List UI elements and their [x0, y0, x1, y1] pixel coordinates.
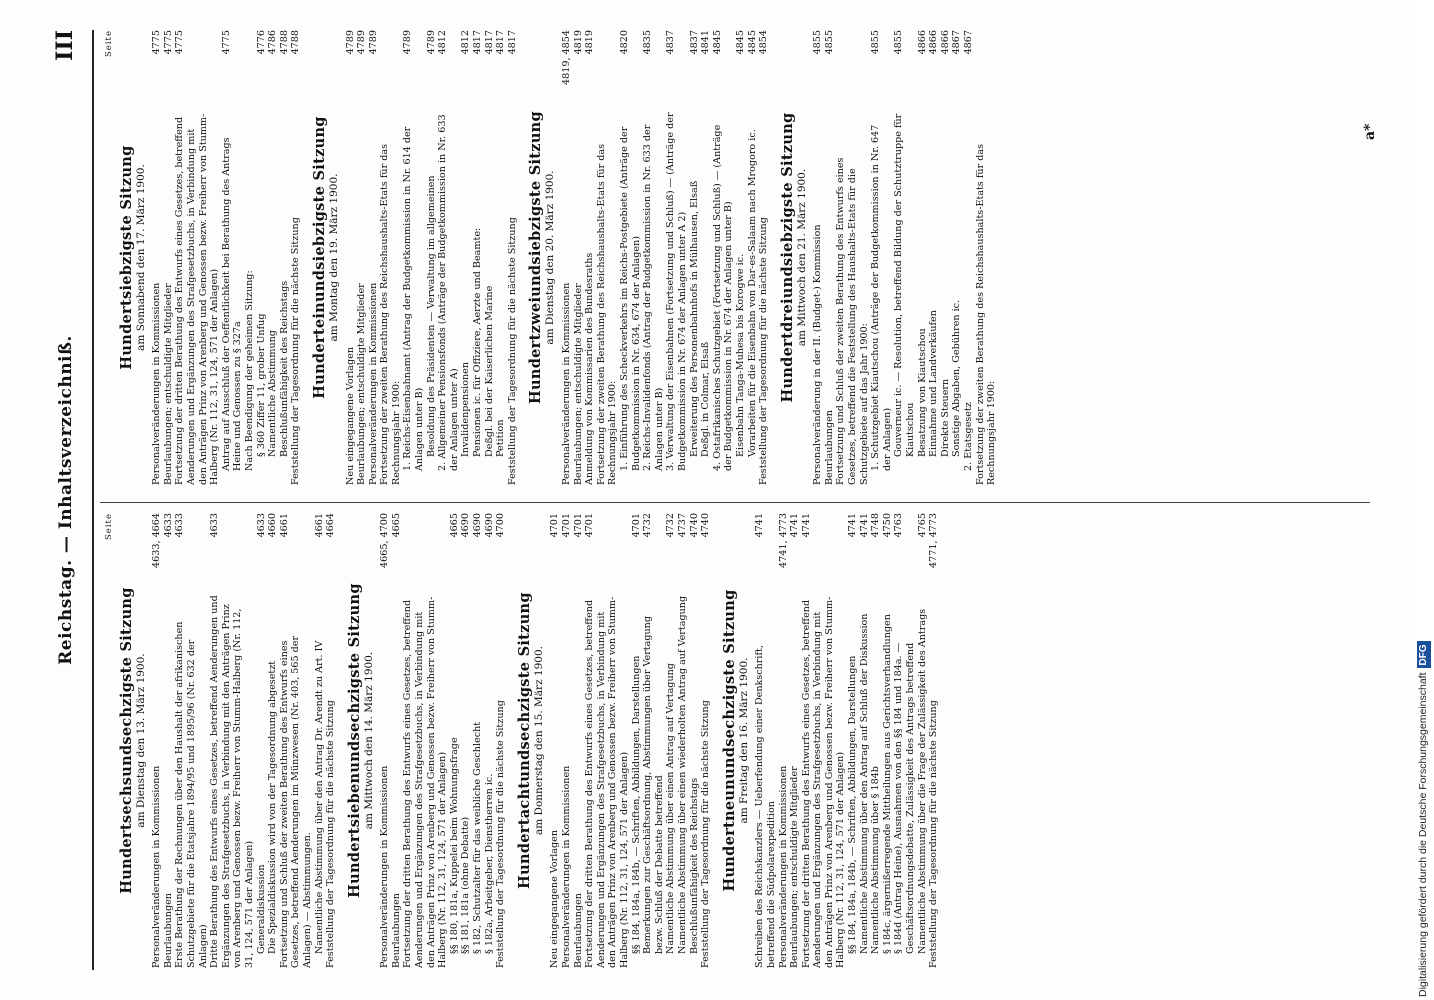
toc-entry — [789, 513, 801, 968]
entry-page: 4741 — [754, 513, 766, 538]
toc-entry — [221, 30, 244, 485]
right-column — [104, 30, 1007, 485]
entry-text: Fortsetzung der dritten Berathung des Entwurfs eines Gesetzes, betreffend Aenderungen und Ergänzungen des Strafgesetzbuchs, in Verbindung mit den Anträgen Prinz von Arenberg und Genossen bezw. Freiherr von Stumm-Halberg (Nr. 112, 31, 124, 571 der Anlagen) — [584, 596, 630, 968]
toc-entry — [561, 30, 573, 485]
entry-page: 4817 — [495, 30, 507, 55]
entry-text: Personalveränderungen in Kommissionen — [367, 282, 379, 485]
toc-entry — [151, 30, 163, 485]
entry-page: 4664 — [325, 513, 337, 538]
entry-text: Dritte Berathung des Entwurfs eines Gesetzes, betreffend Aenderungen und Ergänzungen des Strafgesetzbuchs, in Verbindung mit den Anträgen Prinz von Arenberg und Genossen bezw. Freiherr von Stumm-Halberg (Nr. 112, 31, 124, 571 der Anlagen) — [209, 595, 255, 968]
toc-entry — [549, 513, 561, 968]
entry-text: Beurlaubungen; entschuldigte Mitglieder — [789, 766, 801, 968]
session-date: am Montag den 19. März 1900. — [327, 173, 340, 342]
entry-page: 4700 — [495, 513, 507, 538]
entry-text: 1. Reichs-Eisenbahnamt (Antrag der Budgetkommission in Nr. 614 der Anlagen unter B) — [402, 126, 426, 471]
session-date: am Freitag den 16. März 1900. — [737, 657, 750, 824]
entry-text: Invalidenpensionen — [460, 361, 472, 457]
toc-entry — [712, 30, 735, 485]
toc-entry — [267, 30, 279, 485]
entry-page: 4737 — [676, 513, 688, 538]
session-section — [118, 30, 302, 485]
entry-page: 4819 — [584, 30, 596, 55]
toc-entry — [244, 30, 256, 485]
entry-page: 4701 — [549, 513, 561, 538]
entry-text: Beurlaubungen; entschuldigte Mitglieder — [356, 283, 368, 485]
entry-text: Feststellung der Tagesordnung für die nächste Sitzung — [758, 217, 770, 485]
toc-entry — [642, 30, 665, 485]
entry-page: 4841 — [700, 30, 712, 55]
session-date: am Mittwoch den 21. März 1900. — [795, 168, 808, 347]
entry-text: Beschlußunfähigkeit des Reichstags — [278, 280, 290, 457]
session-date: am Mittwoch den 14. März 1900. — [362, 651, 375, 830]
toc-entry — [209, 513, 255, 968]
entry-text: Gouverneur ic. — Resolution, betreffend Bildung der Schutztruppe für Kiautschou — [893, 113, 917, 457]
entry-page: 4771, 4773 — [928, 513, 940, 568]
entry-page: 4835 — [642, 30, 654, 55]
entry-page: 4701 — [584, 513, 596, 538]
entry-page: 4812 — [437, 30, 449, 55]
toc-entry — [951, 30, 963, 485]
header-rule — [92, 30, 94, 970]
entry-page: 4817 — [506, 30, 518, 55]
entry-text: Feststellung der Tagesordnung für die nächste Sitzung — [290, 217, 302, 485]
entry-page: 4867 — [951, 30, 963, 55]
entry-text: Anmeldung von Kommissarien des Bundesraths — [584, 252, 596, 485]
session-section — [346, 513, 507, 968]
entry-page: 4845 — [746, 30, 758, 55]
entry-text: Beurlaubungen; entschuldigte Mitglieder — [162, 283, 174, 485]
toc-entry — [758, 30, 770, 485]
entry-text: Fortsetzung der zweiten Berathung des Reichshaushalts-Etats für das Rechnungsjahr 1900: — [379, 143, 402, 485]
toc-entry — [700, 30, 712, 485]
session-date: am Donnerstag den 15. März 1900. — [532, 646, 545, 836]
entry-page: 4866 — [939, 30, 951, 55]
toc-entry — [584, 513, 630, 968]
toc-entry — [847, 513, 859, 968]
entry-text: Fortsetzung und Schluß der zweiten Berathung des Entwurfs eines Gesetzes, betreffend Aenderungen im Münzwesen (Nr. 403, 565 der Anlagen) — Abstimmungen. — [278, 635, 313, 968]
entry-page: 4845 — [734, 30, 746, 55]
toc-entry — [619, 30, 642, 485]
entry-text: §§ 184, 184a, 184b, — Schriften, Abbildungen, Darstellungen — [630, 655, 642, 954]
toc-entry — [256, 30, 268, 485]
session-date: am Sonnabend den 17. März 1900. — [134, 164, 147, 351]
entry-text: Nach Beendigung der geheimen Sitzung: — [243, 270, 255, 471]
toc-entry — [573, 513, 585, 968]
entry-page: 4633, 4664 — [151, 513, 163, 568]
toc-entry — [368, 30, 380, 485]
entry-text: Namentliche Abstimmung über einen Antrag auf Vertagung — [665, 663, 677, 954]
entry-text: Feststellung der Tagesordnung für die nächste Sitzung — [495, 700, 507, 968]
entry-text: Namentliche Abstimmung über den Antrag Dr. Arendt zu Art. IV — [313, 640, 325, 954]
entry-text: Neu eingegangene Vorlagen — [344, 346, 356, 485]
toc-entry — [870, 30, 893, 485]
toc-entry — [356, 30, 368, 485]
toc-entry — [778, 513, 790, 968]
entry-text: § 182a, Arbeitgeber, Dienstherren ic. — [483, 773, 495, 954]
toc-entry — [379, 30, 402, 485]
entry-page: 4775 — [151, 30, 163, 55]
toc-entry — [596, 30, 619, 485]
entry-page: 4741 — [800, 513, 812, 538]
entry-text: Direkte Steuern — [939, 378, 951, 457]
toc-entry — [426, 30, 438, 485]
entry-text: Feststellung der Tagesordnung für die nächste Sitzung — [325, 700, 337, 968]
entry-page: 4701 — [630, 513, 642, 538]
toc-entry — [940, 30, 952, 485]
entry-text: Eisenbahn Tanga-Muhesa bis Korogwe ic. — [734, 253, 746, 457]
entry-page: 4820 — [618, 30, 630, 55]
toc-entry — [893, 513, 916, 968]
entry-page: 4732 — [642, 513, 654, 538]
entry-text: Fortsetzung der dritten Berathung des Entwurfs eines Gesetzes, betreffend Aenderungen und Ergänzungen des Strafgesetzbuchs, in Verbindung mit den Anträgen Prinz von Arenberg und Genossen bezw. Freiherr von Stumm-Halberg (Nr. 112, 31, 124, 571 der Anlagen) — [800, 596, 847, 968]
entry-text: Personalveränderungen in Kommissionen — [151, 765, 163, 968]
entry-page: 4854 — [758, 30, 770, 55]
entry-text: Antrag auf Ausschluß der Oeffentlichkeit bei Berathung des Antrags Heine und Genossen zu § 327a — [220, 137, 244, 471]
toc-entry — [460, 513, 472, 968]
signature-mark: a* — [1362, 123, 1378, 140]
toc-entry — [391, 513, 403, 968]
toc-entry — [402, 30, 425, 485]
entry-text: Schreiben des Reichskanzlers — Ueberfendung einer Denkschrift, betreffend die Südpolarexpedition — [754, 645, 777, 968]
entry-text: Besatzung von Kiautschou — [916, 328, 928, 457]
toc-entry — [256, 513, 268, 968]
session-section — [721, 513, 940, 968]
session-heading: Hundertneunundsechzigste Sitzung — [720, 589, 738, 892]
entry-text: Personalveränderungen in Kommissionen — [777, 765, 789, 968]
entry-page: 4633 — [174, 513, 186, 538]
entry-text: §§ 180, 181a, Kuppelei beim Wohnungsfrage — [448, 737, 460, 954]
digitization-notice — [1414, 12, 1432, 997]
session-heading: Hundertdreiundsiebzigste Sitzung — [778, 112, 796, 403]
toc-entry — [151, 513, 163, 968]
toc-entry — [484, 30, 496, 485]
entry-page: 4775 — [162, 30, 174, 55]
toc-entry — [290, 30, 302, 485]
digitization-text: Digitalisierung gefördert durch die Deutsche Forschungsgemeinschaft — [1417, 672, 1429, 997]
toc-entry — [402, 513, 448, 968]
seite-label: Seite — [104, 513, 114, 541]
entry-page: 4701 — [572, 513, 584, 538]
session-section — [311, 30, 519, 485]
entry-text: Generaldiskussion — [255, 864, 267, 954]
page-title: Reichstag. — Inhaltsverzeichniß. — [56, 335, 76, 665]
entry-text: Personalveränderungen in Kommissionen — [561, 765, 572, 968]
entry-page: 4732 — [665, 513, 677, 538]
entry-text: Beurlaubungen — [823, 410, 835, 485]
entry-page: 4788 — [290, 30, 302, 55]
toc-entry — [437, 30, 460, 485]
column-divider — [100, 502, 1370, 503]
entry-page: 4665, 4700 — [379, 513, 391, 568]
entry-page: 4789 — [425, 30, 437, 55]
entry-text: Namentliche Abstimmung über einen wiederholten Antrag auf Vertagung — [676, 595, 688, 954]
session-heading: Hundertachtundsechzigste Sitzung — [515, 592, 533, 889]
entry-text: Personalveränderungen in Kommissionen — [379, 765, 391, 968]
entry-page: 4633 — [209, 513, 221, 538]
entry-text: 2. Allgemeiner Pensionsfonds (Anträge der Budgetkommission in Nr. 633 der Anlagen unter A) — [437, 114, 460, 471]
toc-entry — [279, 30, 291, 485]
entry-text: Beschlußunfähigkeit des Reichstags — [688, 777, 700, 954]
entry-text: Beurlaubungen — [390, 893, 402, 968]
toc-entry — [824, 30, 836, 485]
entry-page: 4837 — [688, 30, 700, 55]
seite-label: Seite — [104, 30, 114, 58]
entry-text: Personalveränderungen in Kommissionen — [561, 282, 572, 485]
entry-page: 4775 — [220, 30, 232, 55]
entry-page: 4855 — [812, 30, 824, 55]
entry-text: Namentliche Abstimmung über den Antrag auf Schluß der Diskussion — [858, 613, 870, 954]
session-date: am Dienstag den 20. März 1900. — [544, 170, 557, 345]
entry-page: 4789 — [344, 30, 356, 55]
toc-entry — [279, 513, 314, 968]
entry-page: 4763 — [893, 513, 905, 538]
entry-page: 4660 — [267, 513, 279, 538]
entry-text: Pensionen ic. für Offiziere, Aerzte und Beamte: — [472, 227, 484, 457]
entry-text: §§ 184, 184a, 184b, — Schriften, Abbildungen, Darstellungen — [847, 655, 859, 954]
entry-text: Beurlaubungen — [162, 893, 174, 968]
entry-page: 4661 — [278, 513, 290, 538]
toc-entry — [975, 30, 998, 485]
toc-entry — [963, 30, 975, 485]
toc-entry — [700, 513, 712, 968]
entry-page: 4789 — [356, 30, 368, 55]
session-section — [527, 30, 769, 485]
entry-page: 4690 — [472, 513, 484, 538]
page-header — [50, 30, 90, 970]
entry-page: 4741 — [858, 513, 870, 538]
toc-entry — [677, 513, 689, 968]
entry-text: 1. Schutzgebiet Kiautschou (Anträge der Budgetkommission in Nr. 647 der Anlagen) — [870, 124, 893, 471]
toc-entry — [665, 513, 677, 968]
session-heading: Hundertzweiundsiebzigste Sitzung — [527, 111, 545, 404]
entry-page: 4741, 4773 — [777, 513, 789, 568]
toc-entry — [754, 513, 777, 968]
toc-entry — [561, 513, 573, 968]
toc-entry — [584, 30, 596, 485]
toc-entry — [631, 513, 643, 968]
entry-page: 4819 — [572, 30, 584, 55]
entry-page: 4866 — [928, 30, 940, 55]
toc-entry — [460, 30, 472, 485]
entry-page: 4690 — [483, 513, 495, 538]
entry-text: §§ 181, 181a (ohne Debatte) — [460, 816, 472, 954]
entry-page: 4817 — [483, 30, 495, 55]
entry-page: 4750 — [881, 513, 893, 538]
entry-page: 4855 — [823, 30, 835, 55]
session-section — [779, 30, 998, 485]
entry-page: 4690 — [460, 513, 472, 538]
toc-entry — [917, 513, 929, 968]
toc-entry — [345, 30, 357, 485]
entry-page: 4633 — [162, 513, 174, 538]
toc-entry — [893, 30, 916, 485]
entry-text: Feststellung der Tagesordnung für die nächste Sitzung — [700, 700, 712, 968]
toc-entry — [928, 30, 940, 485]
toc-entry — [472, 30, 484, 485]
entry-page: 4661 — [313, 513, 325, 538]
toc-entry — [642, 513, 665, 968]
entry-page: 4866 — [916, 30, 928, 55]
entry-text: Personalveränderung in der II. (Budget-) Kommission — [812, 224, 824, 485]
toc-entry — [484, 513, 496, 968]
toc-entry — [689, 513, 701, 968]
toc-entry — [379, 513, 391, 968]
entry-text: § 360 Ziffer 11, grober Unfug — [255, 313, 267, 457]
entry-text: Fortsetzung der dritten Berathung des Entwurfs eines Gesetzes, betreffend Aenderungen und Ergänzungen des Strafgesetzbuchs, in Verbindung mit den Anträgen Prinz von Arenberg und Genossen bezw. Freiherr von Stumm-Halberg (Nr. 112, 31, 124, 571 der Anlagen) — [402, 596, 449, 968]
entry-page: 4741 — [789, 513, 801, 538]
entry-page: 4665 — [390, 513, 402, 538]
entry-text: Erste Berathung der Rechnungen über den Haushalt der afrikanischen Schutzgebiete für die Etatsjahre 1894/95 und 1895/96 (Nr. 632 der Anlagen) — [174, 621, 209, 968]
entry-text: Namentliche Abstimmung über die Frage der Zulässigkeit des Antrags — [916, 608, 928, 954]
entry-page: 4845 — [711, 30, 723, 55]
entry-page: 4789 — [367, 30, 379, 55]
session-section — [516, 513, 712, 968]
toc-entry — [735, 30, 747, 485]
entry-text: § 184d (Antrag Heine), Ausnahmen von den §§ 184 und 184a. — Geschäftsordnungsdebatte, Zulässigkeit des Antrags betreffend — [893, 642, 917, 954]
toc-entry — [507, 30, 519, 485]
entry-text: Feststellung der Tagesordnung für die nächste Sitzung — [928, 700, 940, 968]
entry-page: 4867 — [963, 30, 974, 55]
entry-text: Bemerkungen zur Geschäftsordnung, Abstimmungen über Vertagung bezw. Schluß der Debatte betreffend — [642, 616, 665, 954]
entry-text: Die Spezialdiskussion wird von der Tagesordnung abgesetzt — [267, 660, 279, 954]
entry-page: 4665 — [448, 513, 460, 538]
toc-entry — [495, 513, 507, 968]
toc-entry — [928, 513, 940, 968]
toc-entry — [163, 30, 175, 485]
entry-page: 4788 — [278, 30, 290, 55]
entry-text: Deßgl. in Colmar, Elsaß — [700, 341, 712, 457]
entry-text: Namentliche Abstimmung über § 184b — [870, 766, 882, 954]
entry-text: Petition — [495, 419, 507, 457]
entry-page: 4812 — [460, 30, 472, 55]
toc-entry — [267, 513, 279, 968]
toc-entry — [472, 513, 484, 968]
toc-entry — [325, 513, 337, 968]
session-heading: Hundertsiebzigste Sitzung — [117, 145, 135, 370]
entry-text: Feststellung der Tagesordnung für die nächste Sitzung — [506, 217, 518, 485]
entry-page: 4740 — [688, 513, 700, 538]
toc-entry — [665, 30, 688, 485]
entry-text: Fortsetzung der dritten Berathung des Entwurfs eines Gesetzes, betreffend Aenderungen und Ergänzungen des Strafgesetzbuchs, in Verbindung mit den Anträgen Prinz von Arenberg und Genossen bezw. Freiherr von Stumm-Halberg (Nr. 112, 31, 124, 571 der Anlagen) — [174, 113, 221, 485]
entry-page: 4786 — [267, 30, 279, 55]
entry-text: 3. Verwaltung der Eisenbahnen (Fortsetzung und Schluß) — (Anträge der Budgetkommission in Nr. 674 der Anlagen unter A 2) — [665, 112, 688, 471]
entry-page: 4741 — [847, 513, 859, 538]
toc-entry — [835, 30, 870, 485]
toc-entry — [163, 513, 175, 968]
entry-page: 4775 — [174, 30, 186, 55]
entry-page: 4701 — [561, 513, 572, 538]
entry-text: Fortsetzung der zweiten Berathung des Reichshaushalts-Etats für das Rechnungsjahr 1900: — [974, 143, 998, 485]
entry-text: Sonstige Abgaben, Gebühren ic. — [951, 299, 963, 457]
entry-page: 4855 — [870, 30, 882, 55]
session-heading: Hunderteinundsiebzigste Sitzung — [310, 116, 328, 399]
toc-entry — [689, 30, 701, 485]
page-number: III — [52, 30, 78, 61]
toc-entry — [747, 30, 759, 485]
entry-text: § 182, Schutzalter für das weibliche Geschlecht — [472, 721, 484, 954]
session-section — [118, 513, 337, 968]
toc-entry — [314, 513, 326, 968]
entry-text: § 184c, ärgernißerregende Mittheilungen aus Gerichtsverhandlungen — [881, 614, 893, 954]
toc-entry — [801, 513, 847, 968]
entry-text: Beurlaubungen; entschuldigte Mitglieder — [572, 283, 584, 485]
entry-text: Neu eingegangene Vorlagen — [549, 829, 561, 968]
entry-text: Personalveränderungen in Kommissionen — [151, 282, 163, 485]
entry-text: Erweiterung des Personenbahnhofs in Mülhausen, Elsaß — [688, 180, 700, 457]
toc-entry — [449, 513, 461, 968]
entry-page: 4765 — [916, 513, 928, 538]
entry-page: 4776 — [255, 30, 267, 55]
toc-entry — [174, 30, 220, 485]
entry-text: 2. Reichs-Invalidenfonds (Antrag der Budgetkommission in Nr. 633 der Anlagen unter B) — [642, 124, 665, 471]
entry-text: Beurlaubungen — [572, 893, 584, 968]
dfg-logo: DFG — [1417, 641, 1431, 668]
toc-entry — [870, 513, 882, 968]
session-heading: Hundertsiebenundsechzigste Sitzung — [345, 583, 363, 898]
toc-entry — [882, 513, 894, 968]
entry-page: 4633 — [255, 513, 267, 538]
entry-text: Namentliche Abstimmung — [267, 330, 279, 457]
toc-entry — [812, 30, 824, 485]
entry-page: 4789 — [402, 30, 414, 55]
entry-text: Besoldung des Präsidenten — Verwaltung im allgemeinen — [425, 175, 437, 457]
session-date: am Dienstag den 13. März 1900. — [134, 653, 147, 828]
entry-text: Einnahme und Landverkäufen — [928, 310, 940, 457]
toc-entry — [174, 513, 209, 968]
entry-page: 4855 — [893, 30, 905, 55]
toc-entry — [573, 30, 585, 485]
toc-entry — [917, 30, 929, 485]
entry-text: Fortsetzung der zweiten Berathung des Reichshaushalts-Etats für das Rechnungsjahr 1900: — [595, 143, 619, 485]
entry-page: 4837 — [665, 30, 677, 55]
entry-page: 4740 — [700, 513, 712, 538]
entry-page: 4819, 4854 — [561, 30, 572, 85]
entry-text: 4. Ostafrikanisches Schutzgebiet (Fortsetzung und Schluß) — (Anträge der Budgetkommission in Nr. 674 der Anlagen unter B) — [711, 124, 735, 471]
toc-entry — [859, 513, 871, 968]
entry-page: 4748 — [870, 513, 882, 538]
entry-text: Deßgl. bei der Kaiserlichen Marine — [483, 285, 495, 457]
session-heading: Hundertsechsundsechzigste Sitzung — [117, 587, 135, 894]
entry-text: 1. Einführung des Scheckverkehrs im Reichs-Postgebiete (Anträge der Budgetkommission in Nr. 634, 674 der Anlagen) — [618, 126, 642, 471]
entry-text: Vorarbeiten für die Eisenbahn von Dar-es-Salaam nach Mrogoro ic. — [746, 129, 758, 457]
left-column — [104, 513, 949, 968]
entry-page: 4817 — [472, 30, 484, 55]
entry-text: 2. Etatsgesetz — [963, 402, 974, 471]
entry-text: Fortsetzung und Schluß der zweiten Berathung des Entwurfs eines Gesetzes, betreffend die Feststellung des Haushalts-Etats für die Schutzgebiete auf das Jahr 1900: — [835, 157, 870, 485]
toc-entry — [495, 30, 507, 485]
